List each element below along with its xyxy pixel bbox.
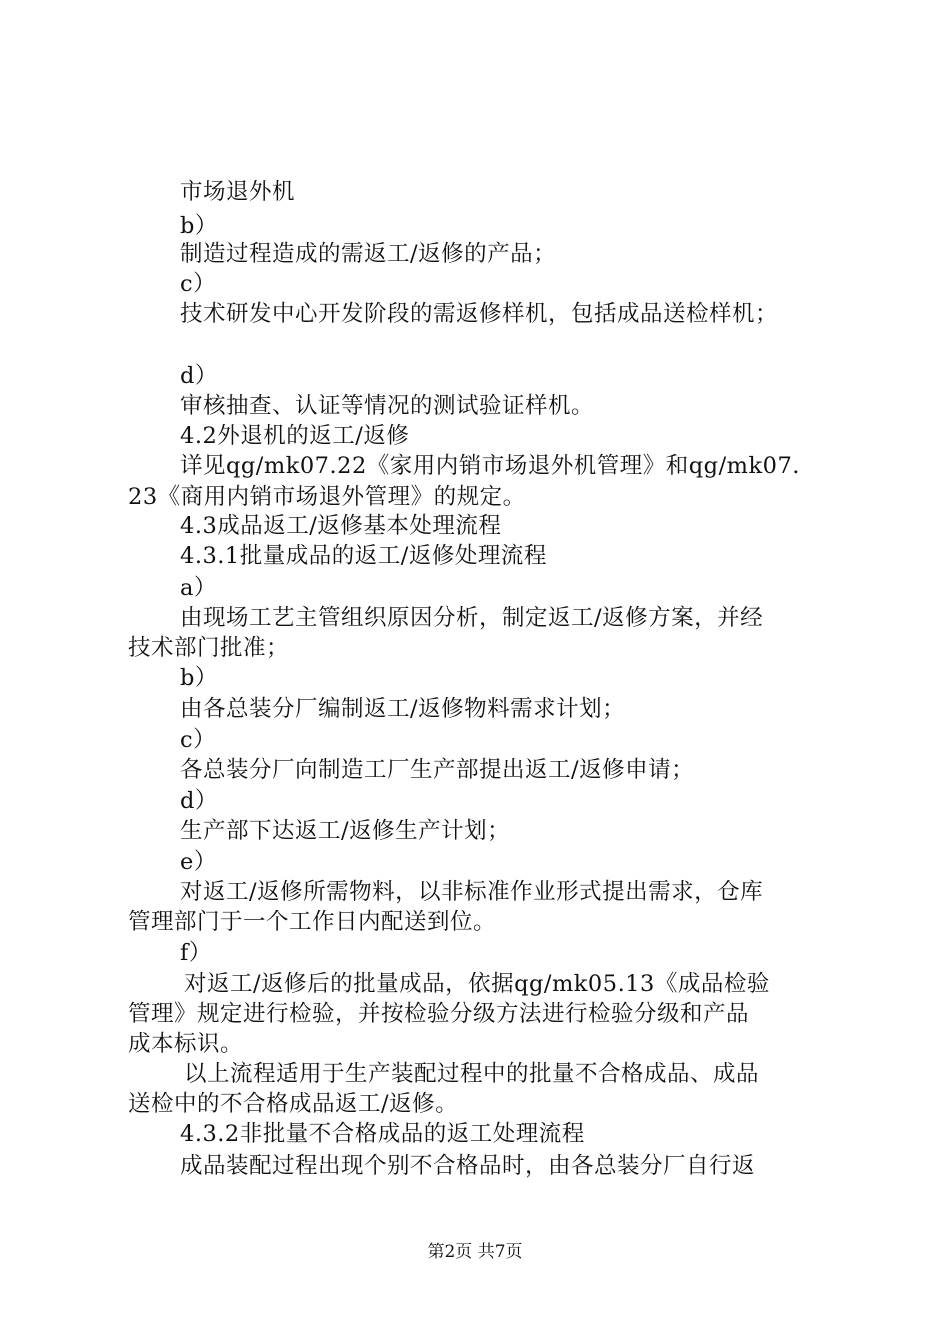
text-line: d） [180,363,218,389]
text-line: 23《商用内销市场退外管理》的规定。 [128,484,526,510]
page-number: 第2页 共7页 [427,1242,523,1262]
text-line: c） [180,727,217,753]
text-line: 管理部门于一个工作日内配送到位。 [128,909,497,935]
text-line: 以上流程适用于生产装配过程中的批量不合格成品、成品 [184,1061,760,1087]
text-line: e） [180,849,217,875]
text-line: 对返工/返修所需物料，以非标准作业形式提出需求，仓库 [180,879,764,905]
text-line: 由现场工艺主管组织原因分析，制定返工/返修方案，并经 [180,605,764,631]
text-line: 成品装配过程出现个别不合格品时，由各总装分厂自行返 [180,1153,756,1179]
text-line: c） [180,271,217,297]
text-line: 对返工/返修后的批量成品，依据qg/mk05.13《成品检验 [184,971,770,997]
text-line: 4.3成品返工/返修基本处理流程 [180,513,502,539]
text-line: 成本标识。 [128,1031,244,1057]
text-line: 审核抽查、认证等情况的测试验证样机。 [180,393,595,419]
text-line: 技术研发中心开发阶段的需返修样机，包括成品送检样机； [180,301,779,327]
text-line: 详见qg/mk07.22《家用内销市场退外机管理》和qg/mk07. [180,453,800,479]
text-line: d） [180,788,218,814]
text-line: 市场退外机 [180,179,296,205]
text-line: f） [180,940,212,966]
text-line: 送检中的不合格成品返工/返修。 [128,1091,459,1117]
text-line: a） [180,575,217,601]
text-line: 各总装分厂向制造工厂生产部提出返工/返修申请； [180,757,695,783]
text-line: 技术部门批准； [128,635,290,661]
text-line: 4.2外退机的返工/返修 [180,423,410,449]
text-line: 生产部下达返工/返修生产计划； [180,818,511,844]
text-line: 制造过程造成的需返工/返修的产品； [180,241,557,267]
text-line: 4.3.2非批量不合格成品的返工处理流程 [180,1121,585,1147]
text-line: 管理》规定进行检验，并按检验分级方法进行检验分级和产品 [128,1001,750,1027]
text-line: 4.3.1批量成品的返工/返修处理流程 [180,543,547,569]
text-line: b） [180,213,218,239]
text-line: 由各总装分厂编制返工/返修物料需求计划； [180,696,626,722]
text-line: b） [180,665,218,691]
